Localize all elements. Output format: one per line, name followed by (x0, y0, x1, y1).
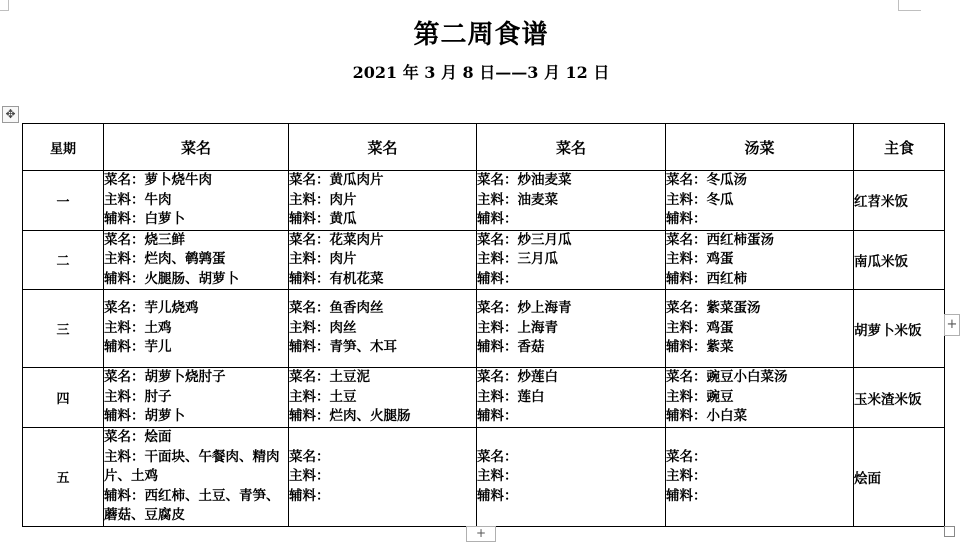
dish-cell (289, 290, 477, 368)
table-row (23, 290, 945, 368)
dish-name-line: 菜名：黄瓜肉片 (289, 172, 384, 188)
header-dish-3: 菜名 (477, 124, 666, 171)
soup-cell (666, 171, 854, 231)
dish-cell (104, 230, 289, 290)
dish-name-line: 菜名：豌豆小白菜汤 (666, 369, 788, 386)
main-ingredient-line: 主料：三月瓜 (477, 251, 558, 267)
side-ingredient-line: 辅料：黄瓜 (289, 211, 357, 227)
dish-name-line: 菜名：土豆泥 (289, 369, 370, 386)
main-ingredient-line: 主料：冬瓜 (666, 191, 734, 208)
main-ingredient-line: 主料：上海青 (477, 319, 558, 336)
dish-cell (477, 171, 666, 231)
side-ingredient-line: 辅料： (477, 211, 518, 227)
side-ingredient-line: 辅料： (477, 487, 518, 504)
side-ingredient-line: 辅料：白萝卜 (104, 211, 185, 227)
weekday-cell: 三 (23, 290, 104, 368)
side-ingredient-line: 辅料：紫菜 (666, 339, 734, 356)
add-row-button[interactable]: + (466, 526, 496, 542)
main-ingredient-line: 主料：肘子 (104, 388, 172, 405)
side-ingredient-line: 辅料：芋儿 (104, 339, 172, 356)
dish-name-line: 菜名：芋儿烧鸡 (104, 300, 199, 317)
dish-cell (104, 368, 289, 428)
side-ingredient-line: 辅料： (477, 408, 518, 425)
dish-cell (477, 230, 666, 290)
dish-name-line: 菜名： (289, 448, 330, 465)
side-ingredient-line: 辅料： (666, 211, 707, 227)
dish-name-line: 菜名：炒上海青 (477, 300, 572, 317)
dish-cell (477, 290, 666, 368)
dish-name-line: 菜名：烧三鲜 (104, 231, 185, 248)
dish-cell (477, 428, 666, 527)
table-move-handle-icon[interactable]: ✥ (2, 106, 19, 123)
header-dish-1: 菜名 (104, 124, 289, 171)
dish-cell (104, 171, 289, 231)
side-ingredient-line: 辅料：胡萝卜 (104, 408, 185, 425)
dish-name-line: 菜名：炒油麦菜 (477, 172, 572, 188)
main-ingredient-line: 主料：鸡蛋 (666, 319, 734, 336)
main-ingredient-line: 主料： (666, 468, 707, 484)
main-ingredient-line: 主料：鸡蛋 (666, 251, 734, 267)
main-ingredient-line: 主料： (477, 468, 518, 484)
soup-cell (666, 368, 854, 428)
dish-name-line: 菜名：西红柿蛋汤 (666, 231, 774, 248)
table-row (23, 171, 945, 231)
main-ingredient-line: 主料：土鸡 (104, 319, 172, 336)
table-row (23, 428, 945, 527)
header-weekday: 星期 (23, 124, 104, 171)
dish-cell (104, 290, 289, 368)
soup-cell (666, 290, 854, 368)
page-corner-mark-right (898, 0, 921, 11)
dish-name-line: 菜名： (666, 448, 707, 465)
dish-name-line: 菜名：鱼香肉丝 (289, 300, 384, 317)
dish-name-line: 菜名： (477, 448, 518, 465)
header-staple: 主食 (854, 124, 945, 171)
dish-name-line: 菜名：冬瓜汤 (666, 172, 747, 188)
weekday-cell: 五 (23, 428, 104, 527)
table-resize-handle[interactable] (944, 526, 955, 537)
dish-name-line: 菜名：烩面 (104, 429, 172, 445)
side-ingredient-line: 辅料：烂肉、火腿肠 (289, 408, 411, 425)
staple-cell: 红苕米饭 (854, 171, 945, 231)
side-ingredient-line: 辅料：有机花菜 (289, 270, 384, 287)
main-ingredient-line: 主料：烂肉、鹌鹑蛋 (104, 251, 226, 267)
soup-cell (666, 428, 854, 527)
main-ingredient-line: 主料： (289, 468, 330, 484)
table-row (23, 230, 945, 290)
dish-name-line: 菜名：炒三月瓜 (477, 231, 572, 248)
side-ingredient-line: 辅料： (477, 270, 518, 287)
date-range: 2021 年 3 月 8 日——3 月 12 日 (352, 63, 610, 82)
dish-name-line: 菜名：花菜肉片 (289, 231, 384, 248)
side-ingredient-line: 辅料：小白菜 (666, 408, 747, 425)
header-soup: 汤菜 (666, 124, 854, 171)
staple-cell: 烩面 (854, 428, 945, 527)
side-ingredient-line: 辅料：火腿肠、胡萝卜 (104, 270, 239, 287)
dish-cell (289, 368, 477, 428)
staple-cell: 胡萝卜米饭 (854, 290, 945, 368)
dish-cell (104, 428, 289, 527)
dish-name-line: 菜名：萝卜烧牛肉 (104, 172, 212, 188)
main-ingredient-line: 主料：肉丝 (289, 319, 357, 336)
table-row (23, 368, 945, 428)
dish-name-line: 菜名：胡萝卜烧肘子 (104, 369, 226, 386)
main-ingredient-line: 主料：肉片 (289, 251, 357, 267)
dish-cell (289, 428, 477, 527)
dish-name-line: 菜名：炒莲白 (477, 369, 558, 386)
weekly-menu-table (22, 123, 945, 527)
dish-cell (289, 171, 477, 231)
main-ingredient-line: 主料：牛肉 (104, 191, 172, 208)
main-ingredient-line: 主料：豌豆 (666, 388, 734, 405)
main-ingredient-line: 主料：肉片 (289, 191, 357, 208)
side-ingredient-line: 辅料：西红柿、土豆、青笋、蘑菇、豆腐皮 (104, 487, 280, 523)
weekday-cell: 四 (23, 368, 104, 428)
dish-name-line: 菜名：紫菜蛋汤 (666, 300, 761, 317)
side-ingredient-line: 辅料： (666, 487, 707, 504)
side-ingredient-line: 辅料：青笋、木耳 (289, 339, 397, 356)
weekday-cell: 一 (23, 171, 104, 231)
page-corner-mark-left (0, 0, 9, 11)
add-column-button[interactable]: + (944, 314, 960, 336)
header-dish-2: 菜名 (289, 124, 477, 171)
soup-cell (666, 230, 854, 290)
main-ingredient-line: 主料：莲白 (477, 388, 545, 405)
staple-cell: 南瓜米饭 (854, 230, 945, 290)
side-ingredient-line: 辅料： (289, 487, 330, 504)
staple-cell: 玉米渣米饭 (854, 368, 945, 428)
side-ingredient-line: 辅料：西红柿 (666, 270, 747, 287)
main-ingredient-line: 主料：干面块、午餐肉、精肉片、土鸡 (104, 448, 280, 484)
weekday-cell: 二 (23, 230, 104, 290)
main-ingredient-line: 主料：油麦菜 (477, 191, 558, 208)
document-title: 第二周食谱 (413, 20, 549, 50)
side-ingredient-line: 辅料：香菇 (477, 339, 545, 356)
main-ingredient-line: 主料：土豆 (289, 388, 357, 405)
dish-cell (289, 230, 477, 290)
dish-cell (477, 368, 666, 428)
